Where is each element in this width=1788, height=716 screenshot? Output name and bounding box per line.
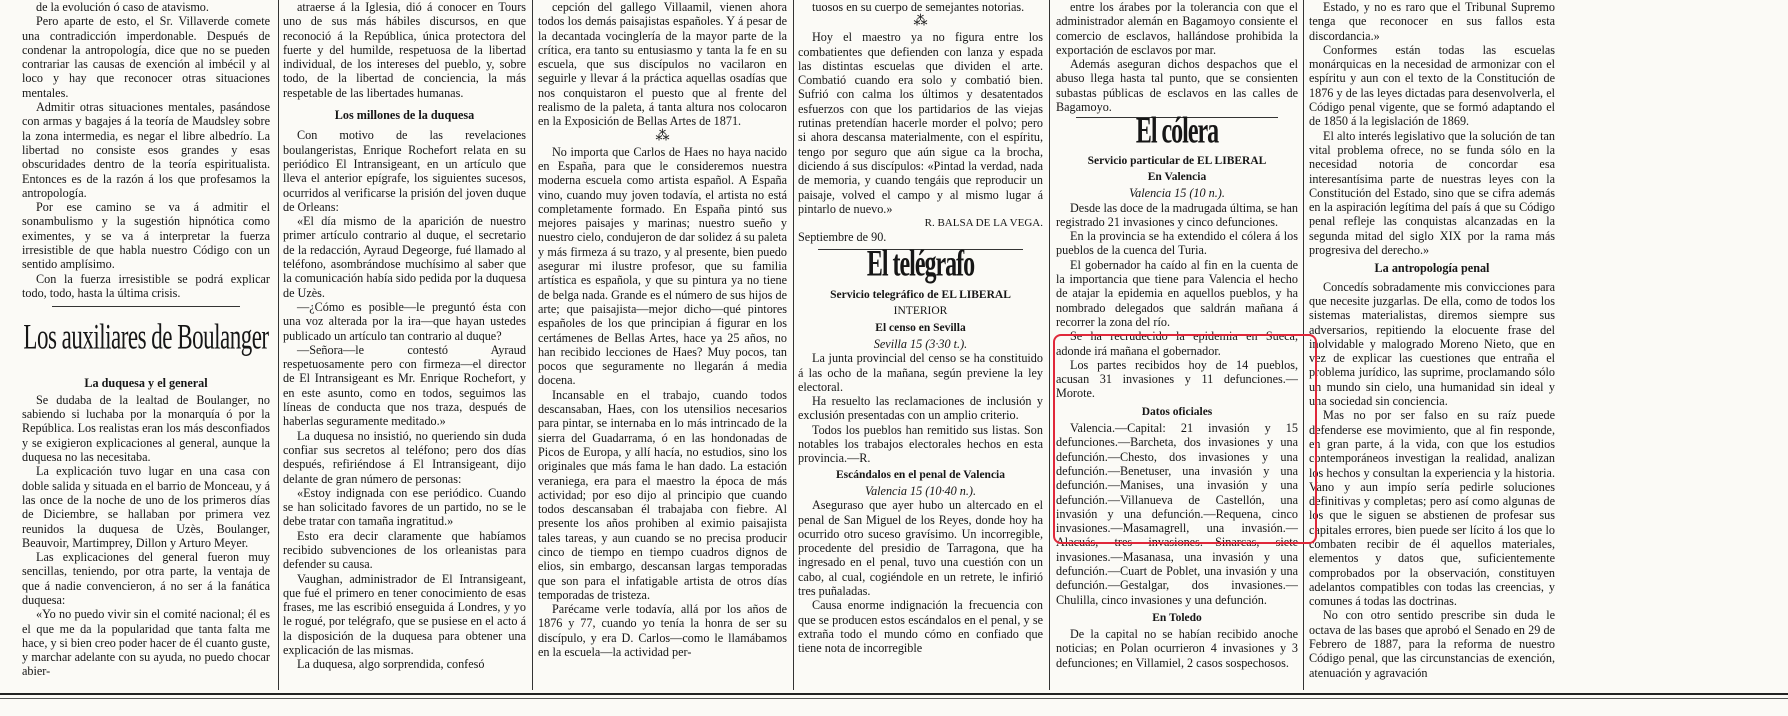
column-5-top-text [1056, 0, 1298, 114]
paragraph: Esto era decir claramente que habíamos recibido subvenciones de los orleanistas para defender su causa. [283, 528, 526, 572]
column-rule [793, 0, 794, 690]
paragraph: Los partes recibidos hoy de 14 pueblos, acusan 31 invasiones y 11 defunciones.—Morote. [1056, 357, 1298, 401]
paragraph: «El día mismo de la aparición de nuestro primer artículo contrario al duque, el secretario de la redacción, Ayraud Degeorge, fué llamado al teléfono, asombrándose muchísimo al saber que la comunicación había sido pedida por la duquesa de Uzès. [283, 214, 526, 300]
column-rule [278, 0, 279, 690]
paragraph: Aseguraso que ayer hubo un altercado en el penal de San Miguel de los Reyes, donde hoy ha ocurrido otro suceso gravísimo. Un incorregible, procedente del presidio de Tarragona, que ha ingresado en el penal, tuvo una cuestión con un cabo, al cual, cogiéndole en un retrete, le infirió tres puñaladas. [798, 498, 1043, 598]
divider [52, 306, 240, 307]
column-rule [1049, 0, 1050, 690]
article-subheading: Los millones de la duquesa [334, 108, 475, 123]
column-3-top-text [538, 0, 787, 129]
service-line: En Valencia [1147, 170, 1207, 183]
column-1-top-text [22, 0, 270, 300]
paragraph: de la evolución ó caso de atavismo. [36, 0, 209, 14]
article-subheading: La antropología penal [1374, 261, 1490, 276]
dateline: Valencia 15 (10 n.). [1129, 186, 1225, 201]
paragraph: atraerse á la Iglesia, dió á conocer en Tours uno de sus más hábiles discursos, en que reconoció á la República, única protectora del fuerte y del humilde, respetuosa de la libertad individual, de los intereses del pueblo, y, sobre todo, de la libertad de conciencia, la más respetable de las libertades humanas. [283, 0, 526, 100]
paragraph: —¿Cómo es posible—le preguntó ésta con una voz alterada por la ira—que hayan ustedes publicado un artículo tan contrario al duque? [283, 299, 526, 343]
paragraph: El gobernador ha caído al fin en la cuenta de la importancia que tiene para Valencia el hecho de atajar la epidemia en aquellos pueblos, y ha nombrado delegados que saldrán mañana á recorrer la zona del río. [1056, 257, 1298, 329]
paragraph: Hoy el maestro ya no figura entre los combatientes que defienden con lanza y espada las distintas escuelas que dividen el arte. Combatió cuando era solo y combatió bien. Sufrió con calma los últimos y desatentados esfuerzos con que los partidarios de las viejas rutinas pretendían hacerle morder el polvo; pero si ahora descansa materialmente, con el espíritu, tengo por seguro que aún sigue ca la brocha, diciendo á sus discípulos: «Pintad la verdad, nada de memoria, y cuando tengáis que reproducir un paisaje, volved el campo y al mismo lugar á pintarlo de nuevo.» [798, 30, 1043, 216]
paragraph: entre los árabes por la tolerancia con que el administrador alemán en Bagamoyo consiente el comercio de esclavos, hallándose prohibida la exportación de esclavos por mar. [1056, 0, 1298, 57]
column-2 [283, 0, 526, 690]
paragraph: La junta provincial del censo se ha constituido á las ocho de la mañana, según previene la ley electoral. [798, 351, 1043, 394]
article-body [283, 128, 526, 671]
paragraph: Mas no por ser falso en su raíz puede defenderse ese movimiento, que al fin responde, en gran parte, á la vida, con que los estudios contemporáneos investigan la realidad, analizan los hechos y consultan la experiencia y la historia. Vano y aun impío sería pedirle soluciones definitivas y completas; pero así como algunas de los que le siguen se abstienen de profesar sus capitales errores, bien puede ser lícito á los que lo combaten recibir de él aquellos materiales, elementos y datos que, suficientemente comprobados por la observación, constituyen adelantos compatibles con todas las creencias, y comunes á todas las doctrinas. [1309, 408, 1555, 609]
paragraph: Pero aparte de esto, el Sr. Villaverde comete una contradicción imperdonable. Después de condenar la antropología, dice que no se pueden contrariar las causas de exención al imbécil y al loco y hay que reconocer otras situaciones mentales. [22, 14, 270, 100]
column-3 [538, 0, 787, 690]
paragraph: Estado, y no es raro que el Tribunal Supremo tenga que reconocer en sus fallos esta discordancia.» [1309, 0, 1555, 43]
section-asterism: ⁂ [655, 128, 670, 144]
article-body [1309, 280, 1555, 680]
news-subheading: En Toledo [1152, 611, 1202, 624]
paragraph: No importa que Carlos de Haes no haya nacido en España, para que le consideremos nuestra moderna escuela como artista español. A España vino, cuando muy joven todavía, el artista no está completamente formado. En España pintó sus mejores paisajes y marinas; nuestro sueño y nuestro cielo, condujeron de dar solidez á su paleta y más firmeza á su trazo, y al presente, bien puedo asegurar mi ilustre profesor, que su familia artística es española, y que su pintura ya no tiene de belga nada. Grande es el número de sus hijos de arte; que paisajista—mejor dicho—qué pintores españoles de los que principian á figurar en los certámenes de Bellas Artes, hace ya 25 años, no han recibido lecciones de Haes? Muy pocos, tan pocos que seguramente no llegarán á media docena. [538, 144, 787, 388]
article-body [798, 351, 1043, 465]
paragraph: Causa enorme indignación la frecuencia con que se producen estos escándalos en el penal, y se extraña todo el mundo cómo en confiado que tiene nota de incorregible [798, 598, 1043, 656]
date-line: Septiembre de 90. [798, 230, 887, 245]
section-asterism: ⁂ [913, 14, 928, 30]
paragraph: El alto interés legislativo que la solución de tan vital problema ofrece, no se funda sólo en la necesidad notoria de concordar esa interesantísima parte de nuestras leyes con la Constitución del Estado, sino que se cifra además en la aspiración legítima del país á que su Código penal refleje las conquistas alcanzadas en la segunda mitad del siglo XIX por la rama más progresiva del derecho.» [1309, 128, 1555, 258]
article-body: De la capital no se habían recibido anoche noticias; en Polan ocurrieron 4 invasiones y 3 defunciones; en Villamiel, 2 casos sospechosos. [1056, 627, 1298, 670]
paragraph: Además aseguran dichos despachos que el abuso llega hasta tal punto, que se consienten subastas públicas de esclavos en las calles de Bagamoyo. [1056, 57, 1298, 115]
paragraph: Parécame verle todavía, allá por los años de 1876 y 77, cuando yo tenía la honra de ser su discípulo, y era D. Carlos—como le llamábamos en la escuela—la actividad per- [538, 602, 787, 660]
paragraph: La duquesa, algo sorprendida, confesó [297, 657, 485, 672]
paragraph: Se ha recrudecido la epidemia en Sueca, adonde irá mañana el gobernador. [1056, 329, 1298, 358]
article-headline: Los auxiliares de Boulanger [23, 317, 269, 357]
highlight-box [1053, 334, 1317, 544]
dateline: Valencia 15 (10·40 n.). [864, 483, 977, 498]
paragraph: La explicación tuvo lugar en una casa con doble salida y situada en el barrio de Monceau, y á las once de la noche de uno de los primeros días de Diciembre, se hallaban por primera vez reunidos la duquesa de Uzès, Boulanger, Beauvoir, Martimprey, Dillon y Arturo Meyer. [22, 464, 270, 550]
service-line: Servicio telegráfico de EL LIBERAL [830, 289, 1011, 302]
paragraph: Se dudaba de la lealtad de Boulanger, no sabiendo si luchaba por la monarquía ó por la República. Los realistas eran los más desconfiados y se exigieron explicaciones al general, aunque la duquesa no las necesitaba. [22, 392, 270, 465]
column-4 [798, 0, 1043, 690]
paragraph: Conformes están todas las escuelas monárquicas en la necesidad de armonizar con el espíritu y aun con el texto de la Constitución de 1876 y de las leyes dictadas para desenvolverla, el Código penal vigente, que se formó adaptando el de 1850 á la legislación de 1869. [1309, 42, 1555, 129]
column-6-top-text [1309, 0, 1555, 257]
column-4-top-text [798, 0, 1043, 14]
column-2-top-text [283, 0, 526, 100]
page-bottom-rule [0, 698, 1788, 699]
article-body [798, 30, 1043, 216]
service-line: INTERIOR [893, 305, 948, 318]
paragraph: cepción del gallego Villaamil, vienen ahora todos los demás paisajistas españoles. Y á pesar de la decantada vocinglería de la mayor parte de la crítica, era tanto su entusiasmo y tanta la fe en su escuela, que sus discípulos no vacilaron en seguirle y llevar á la práctica aquellas osadías que nos conquistaron el puesto que al frente del realismo de la paleta, á tanta altura nos colocaron en la Exposición de Bellas Artes de 1871. [538, 0, 787, 129]
paragraph: Desde las doce de la madrugada última, se han registrado 21 invasiones y cinco defunciones. [1056, 200, 1298, 229]
column-rule [532, 0, 533, 690]
paragraph: tuosos en su cuerpo de semejantes notorias. [812, 0, 1025, 14]
article-body [538, 145, 787, 660]
paragraph: Incansable en el trabajo, cuando todos descansaban, Haes, con los utensilios necesarios para pintar, se internaba en lo más intrincado de la sierra del Guadarrama, ó en las hondonadas de Picos de Europa, y allí hacía, no estudios, sino los originales que más fama le han dado. La estación veraniega, era para el maestro la época de más actividad; por eso dijo al principio que cuando todos descansaban él trabajaba con fiebre. Al presente los años prohiben al eximio paisajista tales tareas, y aun cuando se no precisa producir cinco de tiempo en tiempo cuadros dignos de elios, sin embargo, descansan largas temporadas que son para el infatigable artista de otros días temporadas de tristeza. [538, 387, 787, 602]
column-6 [1309, 0, 1555, 690]
paragraph: «Estoy indignada con ese periódico. Cuando se han solicitado favores de un partido, no se le debe tratar con tamaña ingratitud.» [283, 485, 526, 529]
signature: R. BALSA DE LA VEGA. [924, 217, 1043, 230]
column-1 [22, 0, 270, 690]
news-subheading: Escándalos en el penal de Valencia [835, 468, 1005, 481]
paragraph: Con la fuerza irresistible se podrá explicar todo, todo, hasta la última crisis. [22, 271, 270, 300]
paragraph: —Señora—le contestó Ayraud respetuosamente pero con firmeza—el director de El Intransigeant es Mr. Enrique Rochefort, y en este asunto, como en todos, seguimos las líneas de conducta que nos traza, después de haberlas seguramente meditado.» [283, 342, 526, 429]
paragraph: Ha resuelto las reclamaciones de inclusión y exclusión presentadas con un amplio criterio. [798, 394, 1043, 423]
section-headline: El cólera [1135, 112, 1219, 153]
article-subheading: La duquesa y el general [84, 375, 208, 390]
service-line: Servicio particular de EL LIBERAL [1087, 154, 1267, 167]
article-body [798, 498, 1043, 655]
boxed-official-data: Valencia.—Capital: 21 invasión y 15 defunciones.—Barcheta, dos invasiones y una defunción.—Chesto, dos invasiones y una defunción.—Benetuser, una invasión y una defunción.—Manises, una invasión y una defunción.—Villanueva de Castellón, una invasión y una defunción.—Requena, cinco invasiones.—Masamagrell, una invasión.—Alacuás, tres invasiones.—Sinarcas, siete invasiones.—Masanasa, una invasión y una defunción.—Cuart de Poblet, una invasión y una defunción.—Gestalgar, dos invasiones.—Chulilla, cinco invasiones y una defunción. [1056, 421, 1298, 607]
paragraph: Por ese camino se va á admitir el sonambulismo y la sugestión hipnótica como eximentes, y se va á interpretar la fuerza irresistible de que habla nuestro Código con un sentido amplísimo. [22, 200, 270, 272]
paragraph: Admitir otras situaciones mentales, pasándose con armas y bagajes á la teoría de Maudsley sobre la zona intermedia, es negar el libre albedrío. La libertad no consiste esos grandes y esas obscuridades dentro de la teoría espiritualista. Entonces es de la razón á los que profesamos la antropología. [22, 100, 270, 200]
paragraph: Concedís sobradamente mis convicciones para que necesite juzgarlas. De ella, como de todos los sistemas materialistas, diremos siempre sus adversarios, repitiendo la elocuente frase del inolvidable y malogrado Moreno Nieto, que en vez de explicar las cuestiones que entraña el problema jurídico, las suprime, proclamando sólo un mundo sin cielo, una humanidad sin ideal y una sociedad sin conciencia. [1309, 279, 1555, 409]
article-body [22, 393, 270, 679]
paragraph: Todos los pueblos han remitido sus listas. Son notables los trabajos electorales hechos en esta provincia.—R. [798, 422, 1043, 466]
boxed-heading: Datos oficiales [1141, 405, 1213, 418]
paragraph: Las explicaciones del general fueron muy sencillas, teniendo, por otra parte, la ventaja de que á nadie convencieron, á no ser á la fanática duquesa: [22, 550, 270, 607]
section-headline: El telégrafo [866, 244, 975, 285]
dateline: Sevilla 15 (3·30 t.). [873, 336, 968, 351]
paragraph: Vaughan, administrador de El Intransigeant, que fué el primero en tener conocimiento de esas frases, me las escribió enseguida á Londres, y yo le rogué, por telégrafo, que se pusiese en el acto á la disposición de la duquesa para obtener una explicación de las mismas. [283, 571, 526, 658]
news-subheading: El censo en Sevilla [875, 321, 966, 334]
paragraph: No con otro sentido prescribe sin duda le octava de las bases que aprobó el Senado en 29 de Febrero de 1887, para la reforma de nuestro Código penal, que las circunstancias de exención, atenuación y agravación [1309, 608, 1555, 680]
paragraph: Con motivo de las revelaciones boulangeristas, Enrique Rochefort relata en su periódico El Intransigeant, en un artículo que lleva el anterior epígrafe, los siguientes sucesos, ocurridos al verificarse la prisión del joven duque de Orleans: [283, 128, 526, 214]
paragraph: En la provincia se ha extendido el cólera á los pueblos de la cuenca del Turia. [1056, 229, 1298, 258]
page-bottom-rule [0, 693, 1788, 695]
paragraph: La duquesa no insistió, no queriendo sin duda confiar sus secretos al teléfono; pero dos días después, refiriéndose á El Intransigeant, dijo delante de gran número de personas: [283, 428, 526, 486]
paragraph: «Yo no puedo vivir sin el comité nacional; él es el que me da la popularidad que tanta falta me hace, y si bien creo poder hacer de él cuanto guste, y marchar adelante con su ayuda, no puedo chocar abier- [22, 607, 270, 679]
